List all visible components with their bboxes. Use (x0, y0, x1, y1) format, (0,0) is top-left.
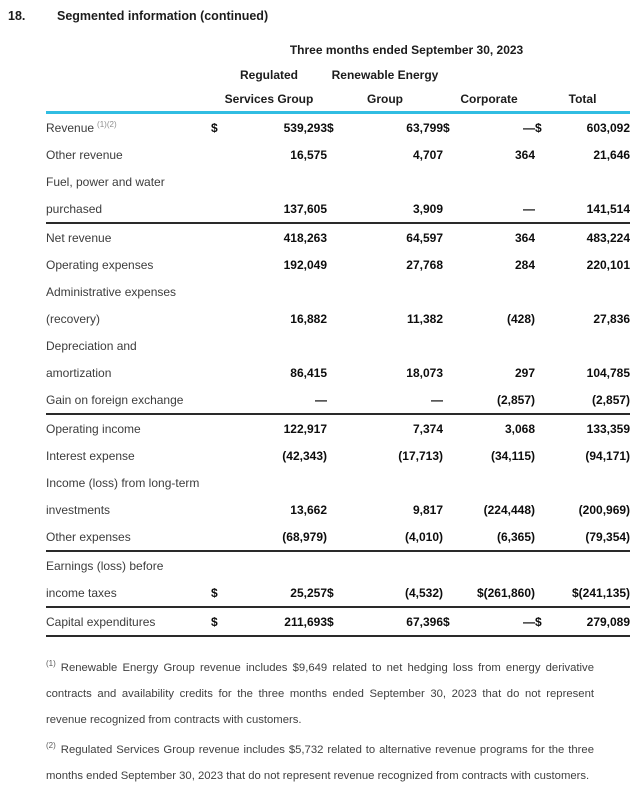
cell-value: 220,101 (586, 257, 631, 272)
cell-value: (17,713) (398, 448, 443, 463)
cell-currency (327, 386, 347, 414)
table-row (46, 278, 630, 305)
col-header-regulated-line1: Regulated (239, 68, 298, 82)
col-header-total-line2: Total (535, 87, 630, 113)
table-row (46, 551, 630, 579)
cell-currency (211, 414, 231, 442)
row-label (46, 523, 211, 551)
cell-value: 364 (514, 147, 535, 162)
cell-currency (211, 523, 231, 551)
cell-currency (327, 195, 347, 223)
row-label-text: Income (loss) from long-term (46, 475, 200, 490)
cell-value: — (347, 386, 443, 414)
row-label (46, 141, 211, 168)
cell-value: (2,857) (463, 386, 535, 414)
cell-currency (535, 386, 551, 414)
cell-currency (211, 442, 231, 469)
section-title: Segmented information (continued) (57, 9, 269, 23)
cell-currency (327, 523, 347, 551)
row-label (46, 278, 630, 305)
table-row (46, 168, 630, 195)
cell-currency (327, 251, 347, 278)
footnote-2-text: Regulated Services Group revenue includes $5,732 related to alternative revenue programs for the three months ended September 30, 2023 that do not represent revenue recognized from contracts with customers. (46, 743, 594, 782)
cell-currency: $ (443, 120, 450, 135)
row-label (46, 496, 211, 523)
col-header-renewable-line1: Renewable Energy (331, 68, 439, 82)
cell-currency (327, 359, 347, 386)
cell-currency: $ (211, 607, 231, 636)
table-row (46, 195, 630, 223)
cell-currency (327, 442, 347, 469)
cell-value: 64,597 (406, 230, 443, 245)
cell-currency (327, 305, 347, 332)
row-label (46, 305, 211, 332)
cell-value: (224,448) (483, 502, 535, 517)
row-label (46, 113, 211, 142)
cell-value: 364 (514, 230, 535, 245)
row-label-text: Operating income (46, 421, 141, 436)
cell-currency (535, 579, 551, 607)
cell-currency (443, 414, 463, 442)
cell-value: 3,068 (504, 421, 535, 436)
table-row (46, 523, 630, 551)
cell-currency (535, 223, 551, 251)
row-label (46, 386, 211, 414)
cell-value: 27,836 (593, 311, 631, 326)
cell-currency (211, 305, 231, 332)
cell-value: 63,799 (406, 120, 443, 135)
cell-value: 27,768 (406, 257, 443, 272)
cell-currency: $ (211, 579, 231, 607)
cell-currency (443, 251, 463, 278)
row-label-text: Gain on foreign exchange (46, 392, 184, 407)
row-label (46, 469, 630, 496)
cell-currency: $ (443, 607, 463, 636)
col-header-renewable-line2: Group (327, 87, 443, 113)
cell-currency (443, 579, 463, 607)
row-label-text: Fuel, power and water (46, 174, 165, 189)
row-label (46, 442, 211, 469)
cell-currency (327, 496, 347, 523)
cell-value: 192,049 (283, 257, 327, 272)
cell-value: — (463, 607, 535, 636)
footnotes (46, 651, 594, 789)
cell-currency (443, 442, 463, 469)
cell-value: — (231, 386, 327, 414)
table-row (46, 359, 630, 386)
row-label-text: Other expenses (46, 529, 131, 544)
table-row (46, 141, 630, 168)
cell-value: (4,010) (347, 523, 443, 551)
cell-currency (211, 251, 231, 278)
row-label-text: income taxes (46, 585, 117, 600)
section-heading (0, 0, 640, 23)
row-label (46, 168, 630, 195)
footnote-2-marker: (2) (46, 740, 56, 750)
cell-value: (428) (506, 311, 535, 326)
table-row (46, 496, 630, 523)
cell-value: 18,073 (406, 365, 443, 380)
cell-currency (535, 251, 551, 278)
row-label (46, 551, 630, 579)
cell-currency (535, 523, 551, 551)
cell-value: 86,415 (290, 365, 327, 380)
row-label-text: Administrative expenses (46, 284, 177, 299)
row-label-text: investments (46, 502, 111, 517)
cell-value: $(261,860) (463, 579, 535, 607)
table-row (46, 251, 630, 278)
cell-currency (327, 141, 347, 168)
cell-currency (211, 386, 231, 414)
header-spacer (46, 37, 211, 63)
cell-value: 539,293 (283, 120, 327, 135)
period-header: Three months ended September 30, 2023 (289, 43, 524, 57)
cell-currency: $ (535, 120, 542, 135)
cell-value: 11,382 (406, 311, 443, 326)
table-row (46, 113, 630, 142)
cell-currency (443, 141, 463, 168)
cell-value: (42,343) (282, 448, 327, 463)
row-label (46, 223, 211, 251)
segment-table (46, 37, 630, 637)
row-label-text: Net revenue (46, 230, 112, 245)
cell-currency (327, 414, 347, 442)
cell-currency (211, 141, 231, 168)
footnote-2 (46, 733, 594, 789)
cell-currency (535, 141, 551, 168)
cell-value: (6,365) (463, 523, 535, 551)
row-label (46, 359, 211, 386)
col-header-corporate-line2: Corporate (443, 87, 535, 113)
cell-value: 13,662 (290, 502, 327, 517)
cell-value: 418,263 (283, 230, 327, 245)
row-label (46, 195, 211, 223)
row-label-text: Depreciation and (46, 338, 137, 353)
cell-value: 3,909 (347, 195, 443, 223)
cell-value: 133,359 (586, 421, 631, 436)
footnote-1 (46, 651, 594, 733)
cell-currency (535, 442, 551, 469)
cell-value: 141,514 (551, 195, 630, 223)
cell-value: — (463, 195, 535, 223)
cell-currency (443, 359, 463, 386)
cell-currency (443, 223, 463, 251)
table-row (46, 442, 630, 469)
table-row (46, 332, 630, 359)
cell-value: 137,605 (231, 195, 327, 223)
row-label-text: Operating expenses (46, 257, 154, 272)
row-label-text: Capital expenditures (46, 614, 156, 629)
cell-value: 7,374 (412, 421, 443, 436)
table-row (46, 607, 630, 636)
cell-value: 297 (514, 365, 535, 380)
cell-currency (443, 496, 463, 523)
cell-currency (443, 386, 463, 414)
cell-value: 122,917 (283, 421, 327, 436)
cell-value: 211,693 (231, 607, 327, 636)
table-row (46, 469, 630, 496)
table-row (46, 223, 630, 251)
segment-table-body (46, 113, 630, 637)
row-label-text: Revenue (46, 121, 95, 135)
cell-value: 16,882 (290, 311, 327, 326)
row-label-text: Earnings (loss) before (46, 558, 164, 573)
cell-value: 104,785 (586, 365, 631, 380)
cell-value: 25,257 (231, 579, 327, 607)
table-row (46, 579, 630, 607)
cell-currency (211, 496, 231, 523)
cell-currency (535, 496, 551, 523)
cell-currency (535, 414, 551, 442)
cell-currency: $ (535, 607, 551, 636)
cell-value: (2,857) (551, 386, 630, 414)
row-label-text: Interest expense (46, 448, 135, 463)
row-label (46, 332, 630, 359)
row-label (46, 251, 211, 278)
col-header-regulated-line2: Services Group (211, 87, 327, 113)
cell-value: 603,092 (586, 120, 631, 135)
segment-table-header (46, 37, 630, 113)
cell-value: (68,979) (231, 523, 327, 551)
cell-currency (211, 223, 231, 251)
footnote-1-text: Renewable Energy Group revenue includes $9,649 related to net hedging loss from energy derivative contracts and availability credits for the three months ended September 30, 2023 that do not represent revenue recognized from contracts with customers. (46, 661, 594, 726)
cell-currency (535, 305, 551, 332)
cell-currency (443, 305, 463, 332)
row-label (46, 579, 211, 607)
row-label-text: amortization (46, 365, 112, 380)
cell-value: 279,089 (551, 607, 630, 636)
col-header-corporate-line1 (443, 63, 535, 87)
cell-value: (4,532) (347, 579, 443, 607)
cell-value: 16,575 (290, 147, 327, 162)
cell-currency (211, 195, 231, 223)
header-spacer (46, 63, 211, 87)
table-row (46, 305, 630, 332)
table-row (46, 386, 630, 414)
cell-value: 67,396 (347, 607, 443, 636)
cell-currency: $ (211, 120, 218, 135)
col-header-total-line1 (535, 63, 630, 87)
cell-value: (79,354) (551, 523, 630, 551)
cell-currency (535, 359, 551, 386)
cell-value: 21,646 (593, 147, 631, 162)
cell-currency (535, 195, 551, 223)
cell-value: 483,224 (586, 230, 631, 245)
cell-currency (443, 195, 463, 223)
cell-currency (327, 223, 347, 251)
cell-currency (211, 359, 231, 386)
cell-value: (200,969) (578, 502, 631, 517)
cell-currency: $ (327, 607, 347, 636)
cell-value: $(241,135) (551, 579, 630, 607)
cell-value: 4,707 (412, 147, 443, 162)
cell-currency: $ (327, 120, 334, 135)
section-number: 18. (8, 9, 26, 23)
row-label-text: purchased (46, 201, 103, 216)
cell-currency: $ (327, 579, 347, 607)
cell-currency (443, 523, 463, 551)
table-row (46, 414, 630, 442)
cell-value: (34,115) (490, 448, 535, 463)
footnote-ref: (1)(2) (97, 120, 117, 129)
cell-value: 9,817 (412, 502, 443, 517)
cell-value: 284 (514, 257, 535, 272)
footnote-1-marker: (1) (46, 659, 56, 668)
cell-value: (94,171) (585, 448, 631, 463)
row-label-text: (recovery) (46, 311, 101, 326)
row-label (46, 607, 211, 636)
header-spacer (46, 87, 211, 113)
row-label (46, 414, 211, 442)
cell-value: — (523, 120, 535, 135)
row-label-text: Other revenue (46, 147, 123, 162)
